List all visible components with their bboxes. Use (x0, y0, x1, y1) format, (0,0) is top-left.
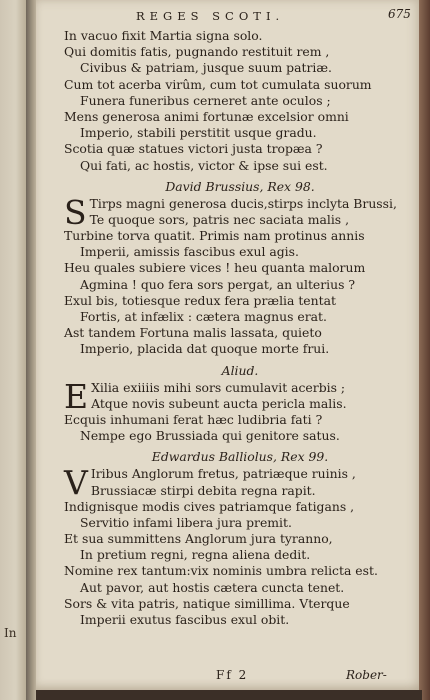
verse-line: Qui fati, ac hostis, victor & ipse sui est. (80, 157, 328, 173)
section-heading-aliud: Aliud. (221, 362, 259, 378)
verse-line: Te quoque sors, patris nec saciata malis , (89, 211, 350, 227)
verse-line: Ecquis inhumani ferat hæc ludibria fati ? (64, 411, 323, 427)
verse-line: Funera funeribus cerneret ante oculos ; (80, 92, 331, 108)
verse-line: Ast tandem Fortuna malis lassata, quieto (64, 325, 322, 341)
catchword: Rober- (346, 668, 387, 682)
verse-line: Imperii exutus fascibus exul obit. (80, 612, 290, 627)
verse-line: Imperio, stabili perstitit usque gradu. (80, 125, 317, 141)
verse-line: Iribus Anglorum fretus, patriæque ruinis , (90, 466, 356, 482)
verse-line: Indignisque modis cives patriamque fatigans , (64, 498, 355, 514)
verse-line: Nempe ego Brussiada qui genitore satus. (80, 428, 340, 444)
verse-line: Brussiacæ stirpi debita regna rapit. (90, 482, 316, 498)
book-cover-edge (419, 0, 430, 700)
verse-line: Aut pavor, aut hostis cætera cuncta tenet. (80, 579, 345, 595)
verse-line: In vacuo fixit Martia signa solo. (64, 28, 263, 43)
drop-cap: E (64, 376, 89, 416)
verse-line: Servitio infami libera jura premit. (80, 514, 292, 530)
section-heading-edwardus-balliolus: Edwardus Balliolus, Rex 99. (151, 449, 329, 465)
verse-line: Turbine torva quatit. Primis nam protinus annis (64, 228, 365, 244)
verse-line: Nomine rex tantum:vix nominis umbra relicta est. (64, 563, 378, 579)
page-text (64, 28, 416, 628)
drop-cap: S (64, 192, 87, 232)
drop-cap: V (64, 463, 88, 503)
verse-line: Exul bis, totiesque redux fera prælia tentat (64, 292, 336, 308)
book-page (36, 0, 422, 690)
verse-line: Civibus & patriam, jusque suum patriæ. (80, 60, 332, 76)
verse-line: Et sua summittens Anglorum jura tyranno, (64, 531, 333, 547)
page-footer (36, 668, 422, 688)
page-number: 675 (388, 7, 411, 21)
stanza-edwardus-balliolus (64, 463, 416, 628)
verse-line: Imperio, placida dat quoque morte frui. (80, 341, 330, 357)
stanza-aliud (64, 376, 416, 445)
verse-line: Scotia quæ statues victori justa tropæa ? (64, 141, 323, 157)
section-heading-david-brussius: David Brussius, Rex 98. (165, 178, 315, 194)
verse-line: Tirps magni generosa ducis,stirps inclyta Brussi, (89, 195, 397, 211)
stanza-david-brussius (64, 192, 416, 358)
verse-line: Fortis, at infælix : cætera magnus erat. (80, 309, 327, 324)
verse-line: Cum tot acerba virûm, cum tot cumulata suorum (64, 76, 372, 92)
verse-line: Agmina ! quo fera sors pergat, an ulterius ? (80, 276, 356, 292)
left-page-catchword: In (4, 626, 17, 640)
verse-line: In pretium regni, regna aliena dedit. (80, 547, 311, 563)
running-head-title: REGES SCOTI. (136, 9, 285, 23)
verse-line: Atque novis subeunt aucta pericla malis. (91, 395, 347, 411)
left-page-edge (0, 0, 26, 700)
verse-line: Xilia exiiiis mihi sors cumulavit acerbis ; (91, 379, 346, 395)
signature-mark: Ff 2 (216, 668, 249, 682)
verse-line: Mens generosa animi fortunæ excelsior omni (64, 108, 349, 124)
verse-line: Qui domitis fatis, pugnando restituit rem , (64, 44, 330, 60)
verse-line: Sors & vita patris, natique simillima. Vterque (64, 595, 350, 611)
verse-line: Imperii, amissis fascibus exul agis. (80, 244, 299, 260)
page-bottom-edge (36, 690, 422, 700)
running-head (36, 7, 422, 27)
verse-line: Heu quales subiere vices ! heu quanta malorum (64, 260, 366, 276)
